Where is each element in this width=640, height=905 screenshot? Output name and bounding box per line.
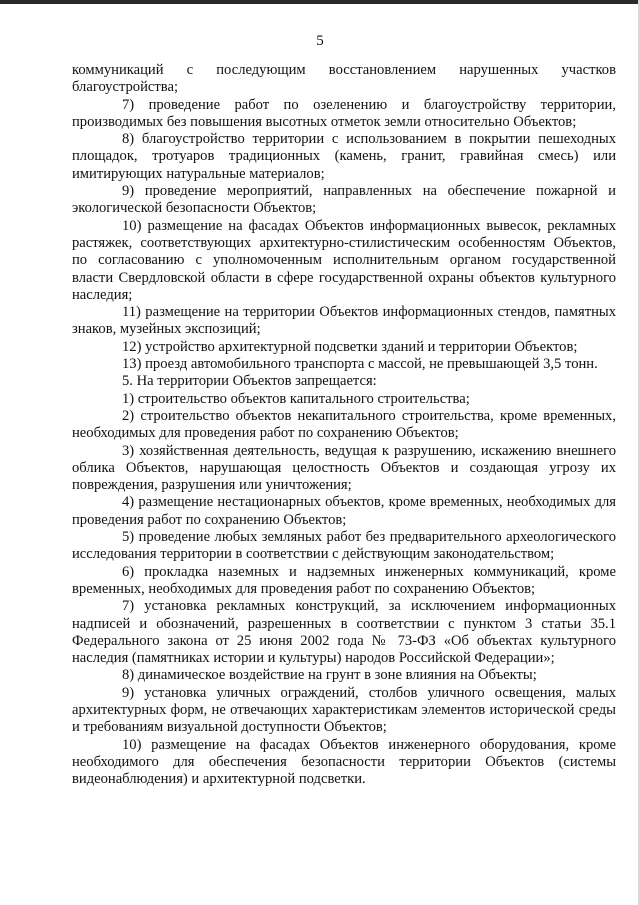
prohibited-item-4: 4) размещение нестационарных объектов, кроме временных, необходимых для проведения работ по сохранению Объектов; [72, 494, 616, 528]
permitted-item-11: 11) размещение на территории Объектов информационных стендов, памятных знаков, музейных экспозиций; [72, 304, 616, 338]
document-body [72, 62, 616, 788]
permitted-item-13: 13) проезд автомобильного транспорта с массой, не превышающей 3,5 тонн. [122, 356, 598, 373]
permitted-item-7: 7) проведение работ по озеленению и благоустройству территории, производимых без повышения высотных отметок земли относительно Объектов; [72, 96, 616, 130]
prohibited-item-10: 10) размещение на фасадах Объектов инженерного оборудования, кроме необходимого для обеспечения безопасности территории Объектов (системы видеонаблюдения) и архитектурной подсветки. [72, 736, 616, 788]
paragraph-continuation: коммуникаций с последующим восстановлением нарушенных участков благоустройства; [72, 62, 616, 96]
section-heading-prohibited: 5. На территории Объектов запрещается: [122, 373, 377, 390]
prohibited-item-6: 6) прокладка наземных и надземных инженерных коммуникаций, кроме временных, необходимых для проведения работ по сохранению Объектов; [72, 563, 616, 597]
prohibited-item-9: 9) установка уличных ограждений, столбов уличного освещения, малых архитектурных форм, не отвечающих характеристикам элементов исторической среды и требованиям визуальной доступности Объектов; [72, 684, 616, 736]
prohibited-item-2: 2) строительство объектов некапитального строительства, кроме временных, необходимых для проведения работ по сохранению Объектов; [72, 407, 616, 442]
prohibited-item-5: 5) проведение любых земляных работ без предварительного археологического исследования территории в соответствии с действующим законодательством; [72, 529, 616, 563]
permitted-item-8: 8) благоустройство территории с использованием в покрытии пешеходных площадок, тротуаров традиционных (камень, гранит, гравийная смесь) или имитирующих натуральные материалов; [72, 131, 616, 182]
prohibited-item-1: 1) строительство объектов капитального строительства; [122, 390, 470, 407]
prohibited-item-3: 3) хозяйственная деятельность, ведущая к разрушению, искажению внешнего облика Объектов, нарушающая целостность Объектов и создающая угрозу их повреждения, разрушения или уничтожения; [72, 442, 616, 494]
prohibited-item-8: 8) динамическое воздействие на грунт в зоне влияния на Объекты; [122, 667, 537, 684]
permitted-item-9: 9) проведение мероприятий, направленных на обеспечение пожарной и экологической безопасности Объектов; [72, 183, 616, 217]
scan-top-edge [0, 0, 640, 4]
page-number: 5 [316, 33, 324, 49]
prohibited-item-7: 7) установка рекламных конструкций, за исключением информационных надписей и обозначений, разрешенных в соответствии с пунктом 3 статьи 35.1 Федерального закона от 25 июня 2002 года № 73-ФЗ «Об объектах культурного наследия (памятниках истории и культуры) народов Российской Федерации»; [72, 598, 616, 667]
permitted-item-12: 12) устройство архитектурной подсветки зданий и территории Объектов; [122, 338, 578, 355]
permitted-item-10: 10) размещение на фасадах Объектов информационных вывесок, рекламных растяжек, соответствующих архитектурно-стилистическим особенностям Объектов, по согласованию с уполномоченным исполнительным органом государственной власти Свердловской области в сфере государственной охраны объектов культурного наследия; [72, 217, 616, 303]
